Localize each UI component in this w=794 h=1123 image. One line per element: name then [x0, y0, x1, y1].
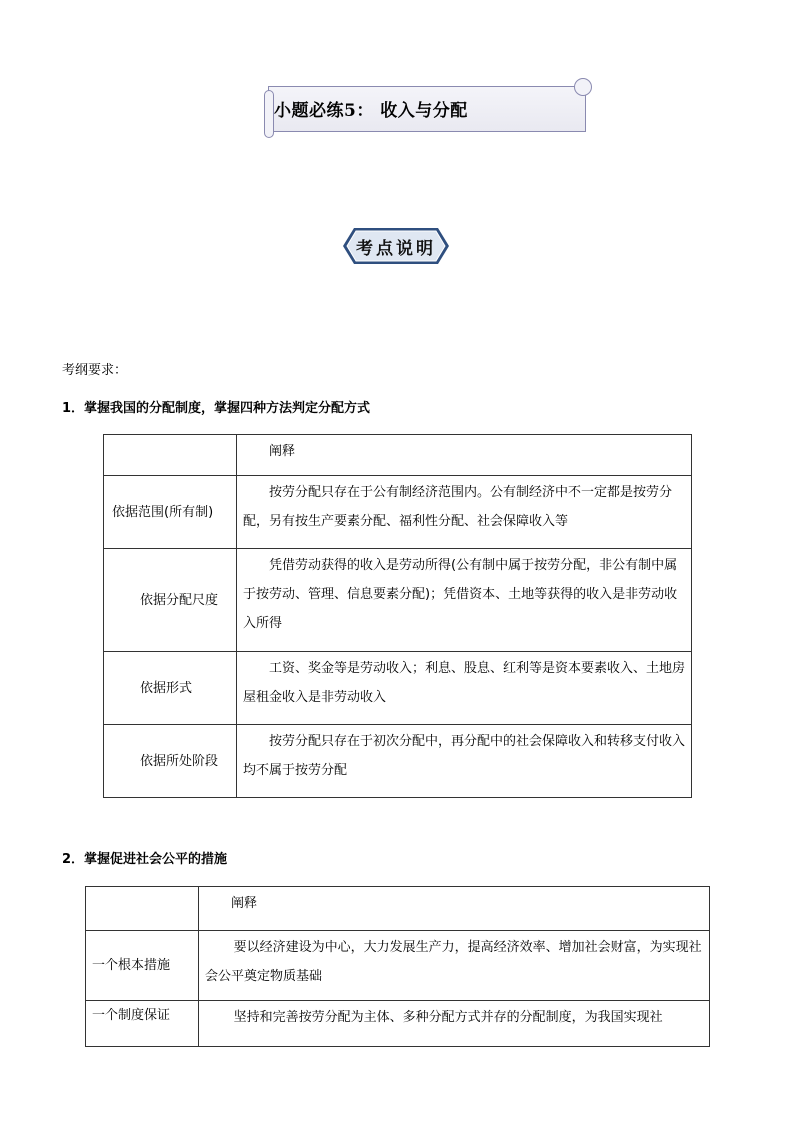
- row-text: 工资、奖金等是劳动收入；利息、股息、红利等是资本要素收入、土地房屋租金收入是非劳动收入: [237, 652, 692, 725]
- syllabus-label: 考纲要求：: [62, 363, 128, 378]
- table-row: [104, 435, 692, 476]
- page-title: 小题必练5： 收入与分配: [274, 101, 468, 121]
- row-label: 依据所处阶段: [104, 725, 237, 798]
- row-text: 按劳分配只存在于初次分配中，再分配中的社会保障收入和转移支付收入均不属于按劳分配: [237, 725, 692, 798]
- table-row: [86, 931, 710, 1001]
- scroll-top-roll: [574, 78, 592, 96]
- table-row: [86, 1001, 710, 1047]
- title-banner: [262, 78, 596, 140]
- table-cell-empty: [104, 435, 237, 476]
- section1-table: [103, 434, 692, 798]
- table-row: [104, 549, 692, 652]
- row-text: 要以经济建设为中心，大力发展生产力，提高经济效率、增加社会财富，为实现社会公平奠定物质基础: [199, 931, 710, 1001]
- table-cell-empty: [86, 887, 199, 931]
- table-header: 阐释: [199, 887, 710, 931]
- section1-heading: 1．掌握我国的分配制度，掌握四种方法判定分配方式: [62, 401, 371, 416]
- row-label: 依据分配尺度: [104, 549, 237, 652]
- row-label: 依据范围(所有制): [104, 476, 237, 549]
- row-label: 依据形式: [104, 652, 237, 725]
- row-label: 一个制度保证: [86, 1001, 199, 1047]
- table-header: 阐释: [237, 435, 692, 476]
- table-row: [104, 476, 692, 549]
- row-text: 坚持和完善按劳分配为主体、多种分配方式并存的分配制度，为我国实现社: [199, 1001, 710, 1047]
- row-text: 按劳分配只存在于公有制经济范围内。公有制经济中不一定都是按劳分配，另有按生产要素分配、福利性分配、社会保障收入等: [237, 476, 692, 549]
- row-text: 凭借劳动获得的收入是劳动所得(公有制中属于按劳分配，非公有制中属于按劳动、管理、信息要素分配)；凭借资本、土地等获得的收入是非劳动收入所得: [237, 549, 692, 652]
- section2-table: [85, 886, 710, 1047]
- table-row: [86, 887, 710, 931]
- section2-heading: 2．掌握促进社会公平的措施: [62, 852, 228, 867]
- section-badge: [342, 227, 450, 265]
- row-label: 一个根本措施: [86, 931, 199, 1001]
- table-row: [104, 652, 692, 725]
- table-row: [104, 725, 692, 798]
- badge-label: 考点说明: [356, 238, 436, 259]
- scroll-left-roll: [264, 90, 274, 138]
